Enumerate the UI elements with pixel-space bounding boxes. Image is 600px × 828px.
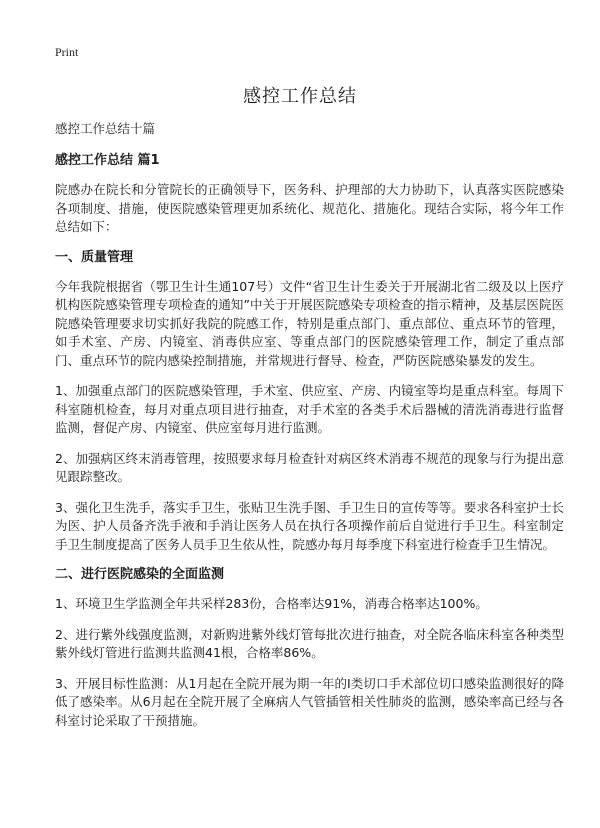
chapter-heading: 感控工作总结 篇1: [55, 153, 160, 168]
paragraph: 2、进行紫外线强度监测，对新购进紫外线灯管每批次进行抽查，对全院各临床科室各种类型紫外线灯管进行监测共监测41根，合格率86%。: [55, 626, 564, 660]
paragraph: 3、开展目标性监测：从1月起在全院开展为期一年的I类切口手术部位切口感染监测很好的降低了感染率。从6月起在全院开展了全麻病人气管插管相关性肺炎的监测，感染率高已经与各科室讨论采取了干预措施。: [55, 675, 564, 728]
print-link[interactable]: Print: [55, 45, 79, 59]
paragraph: 1、加强重点部门的医院感染管理，手术室、供应室、产房、内镜室等均是重点科室。每周下科室随机检查，每月对重点项目进行抽查，对手术室的各类手术后器械的清洗消毒进行监督监测，督促产房、内镜室、供应室每月进行监测。: [55, 383, 564, 435]
paragraph: 1、环境卫生学监测全年共采样283份，合格率达91%，消毒合格率达100%。: [55, 596, 488, 611]
page-title: 感控工作总结: [243, 86, 357, 107]
intro-paragraph: 院感办在院长和分管院长的正确领导下，医务科、护理部的大力协助下，认真落实医院感染各项制度、措施，使医院感染管理更加系统化、规范化、措施化。现结合实际，将今年工作总结如下：: [55, 182, 564, 234]
document-body: [55, 120, 564, 742]
document-subtitle: 感控工作总结十篇: [55, 121, 156, 136]
section-heading-monitoring: 二、进行医院感染的全面监测: [55, 567, 225, 582]
paragraph: 3、强化卫生洗手，落实手卫生，张贴卫生洗手图、手卫生日的宣传等等。要求各科室护士长为医、护人员备齐洗手液和手消让医务人员在执行各项操作前后自觉进行手卫生。科室制定手卫生制度提高了医务人员手卫生依从性，院感办每月每季度下科室进行检查手卫生情况。: [55, 499, 564, 552]
paragraph: 今年我院根据省（鄂卫生计生通107号）文件“省卫生计生委关于开展湖北省二级及以上医疗机构医院感染管理专项检查的通知”中关于开展医院感染专项检查的指示精神，及基层医院医院感染管理要求切实抓好我院的院感工作，特别是重点部门、重点部位、重点环节的管理，如手术室、产房、内镜室、消毒供应室、等重点部门的医院感染管理工作，制定了重点部门、重点环节的院内感染控制措施，并常规进行督导、检查，严防医院感染暴发的发生。: [55, 278, 564, 368]
section-heading-quality: 一、质量管理: [55, 249, 134, 265]
paragraph: 2、加强病区终末消毒管理，按照要求每月检查针对病区终术消毒不规范的现象与行为提出意见跟踪整改。: [55, 450, 564, 484]
